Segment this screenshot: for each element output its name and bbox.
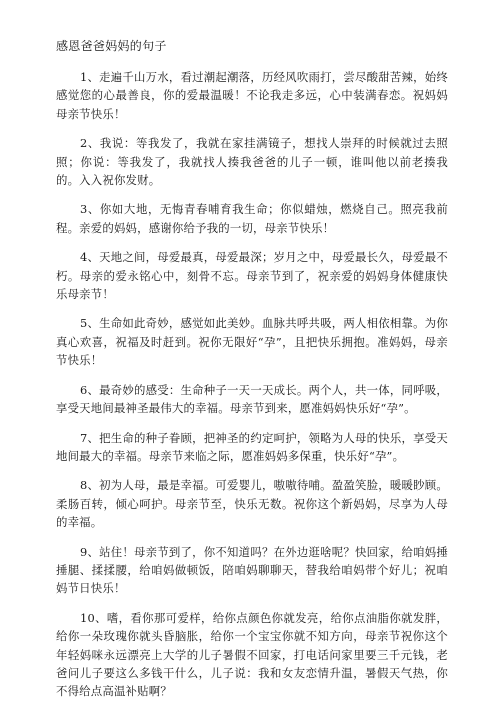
paragraph-7: 7、把生命的种子眷顾，把神圣的约定呵护，领略为人母的快乐，享受天地间最大的幸福。母亲节来临之际，愿准妈妈多保重，快乐好“孕”。	[56, 430, 448, 463]
paragraph-10: 10、嗜，看你那可爱样，给你点颜色你就发亮，给你点油脂你就发胖，给你一朵玫瑰你就头昏脑胀，给你一个宝宝你就不知方向，母亲节祝你这个年轻妈咪永远漂亮上大学的儿子暑假不回家，打电话问家里要三千元钱，老爸问儿子要这么多钱干什么，儿子说：我和女友恋情升温，暑假天气热，你不得给点高温补贴啊？	[56, 610, 448, 699]
paragraph-1: 1、走遍千山万水，看过潮起潮落，历经风吹雨打，尝尽酸甜苦辣，始终感觉您的心最善良，你的爱最温暖！不论我走多远，心中装满春恋。祝妈妈母亲节快乐！	[56, 70, 448, 121]
article-title: 感恩爸爸妈妈的句子	[56, 39, 167, 53]
paragraph-6: 6、最奇妙的感受：生命种子一天一天成长。两个人，共一体，同呼吸，享受天地间最神圣最伟大的幸福。母亲节到来，愿准妈妈快乐好“孕”。	[56, 382, 448, 416]
article	[56, 36, 448, 712]
paragraph-3: 3、你如大地，无悔青春哺育我生命；你似蜡烛，燃烧自己。照亮我前程。亲爱的妈妈，感谢你给予我的一切，母亲节快乐！	[56, 202, 448, 235]
paragraph-4: 4、天地之间，母爱最真，母爱最深；岁月之中，母爱最长久，母爱最不朽。母亲的爱永铭心中，刻骨不忘。母亲节到了，祝亲爱的妈妈身体健康快乐母亲节！	[56, 250, 448, 302]
paragraph-2: 2、我说：等我发了，我就在家挂满镜子，想找人崇拜的时候就过去照照；你说：等我发了，我就找人揍我爸爸的儿子一顿，谁叫他以前老揍我的。入入祝你发财。	[56, 136, 448, 188]
paragraph-9: 9、站住！母亲节到了，你不知道吗？在外边逛啥呢？快回家，给咱妈捶捶腿、揉揉腰，给咱妈做顿饭，陪咱妈聊聊天，替我给咱妈带个好儿；祝咱妈节日快乐！	[56, 544, 448, 596]
paragraph-8: 8、初为人母，最是幸福。可爱婴儿，嗷嗷待哺。盈盈笑脸，暖暖眇顾。柔肠百转，倾心呵护。母亲节至，快乐无数。祝你这个新妈妈，尽享为人母的幸福。	[56, 478, 448, 530]
paragraph-5: 5、生命如此奇妙，感觉如此美妙。血脉共呼共吸，两人相依相靠。为你真心欢喜，祝福及时赶到。祝你无限好“孕”，且把快乐拥抱。准妈妈，母亲节快乐！	[56, 316, 448, 368]
